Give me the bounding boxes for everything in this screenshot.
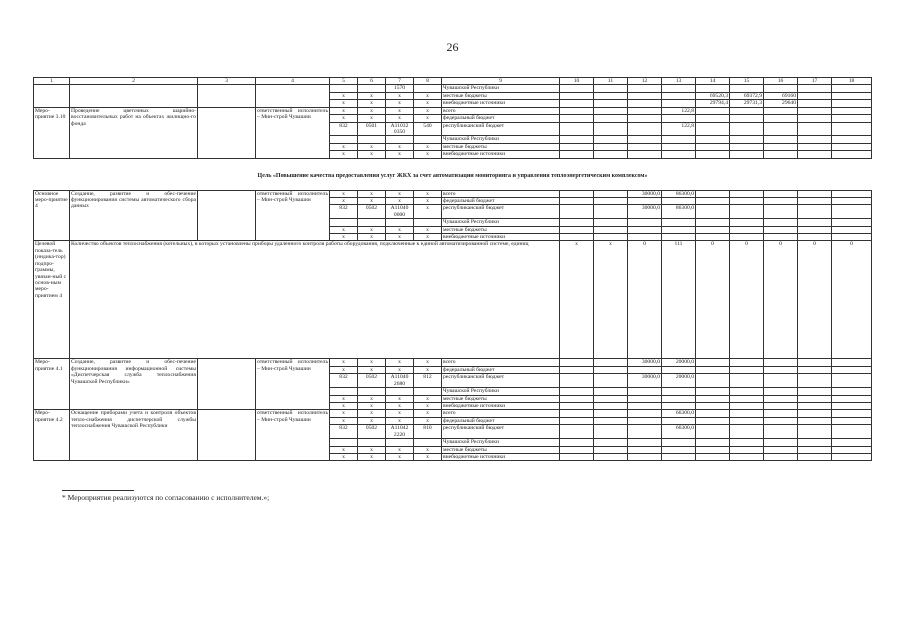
cell-x: x (386, 417, 414, 424)
cell-code: 1570 (386, 85, 414, 92)
table-row (34, 107, 872, 114)
cell-x: x (330, 410, 358, 417)
cell-code: А11040 0000 (386, 205, 414, 219)
table-row (34, 190, 872, 197)
cell-x: x (386, 92, 414, 99)
cell-x: x (358, 92, 386, 99)
header-cell: 4 (256, 78, 330, 85)
row-label: Основное меро-приятие 4 (34, 190, 70, 241)
cell-value: 20000,0 (662, 359, 696, 366)
cell-code: 540 (414, 122, 442, 136)
cell-code: 832 (330, 425, 358, 439)
cell-value: 69520,3 (696, 92, 730, 99)
cell-value: 29640 (764, 100, 798, 107)
header-cell: 15 (730, 78, 764, 85)
header-cell: 3 (198, 78, 256, 85)
cell-x: x (386, 403, 414, 410)
header-cell: 13 (662, 78, 696, 85)
cell-x: x (414, 453, 442, 460)
cell-x: x (386, 359, 414, 366)
cell-x: x (386, 190, 414, 197)
cell-x: x (358, 115, 386, 122)
source-label: всего (442, 410, 560, 417)
cell-x: x (358, 395, 386, 402)
cell-x: x (330, 446, 358, 453)
header-cell: 18 (832, 78, 872, 85)
cell-code: x (414, 205, 442, 219)
cell-code: 832 (330, 374, 358, 388)
row-label: Меро-приятие 3.10 (34, 107, 70, 158)
source-label: внебюджетные источники (442, 100, 560, 107)
cell-code: 832 (330, 122, 358, 136)
cell-x: x (358, 107, 386, 114)
cell-x: x (330, 226, 358, 233)
measure-name: Проведение цветочных шарийно-восстановительных работ на объектах жилищно-го фонда (70, 107, 198, 158)
cell-value: 20000,0 (662, 374, 696, 388)
table-row (34, 359, 872, 366)
cell-value: 0 (832, 241, 872, 359)
source-label: всего (442, 107, 560, 114)
program-table (33, 77, 872, 461)
footnote-divider (62, 490, 134, 491)
source-label: Чувашской Республики (442, 439, 560, 446)
cell-x: x (414, 446, 442, 453)
cell-x: x (414, 366, 442, 373)
cell-x: x (386, 107, 414, 114)
cell-x: x (386, 395, 414, 402)
cell-x: x (386, 446, 414, 453)
cell-x: x (330, 417, 358, 424)
source-label: республиканский бюджет (442, 425, 560, 439)
cell-x: x (386, 143, 414, 150)
cell-x: x (386, 197, 414, 204)
row-label: Меро-приятие 4.2 (34, 410, 70, 461)
cell-value: x (560, 241, 594, 359)
cell-x: x (414, 395, 442, 402)
source-label: Чувашской Республики (442, 219, 560, 226)
cell-x: x (330, 92, 358, 99)
cell-x: x (330, 100, 358, 107)
header-row (34, 78, 872, 85)
cell-value: 0 (798, 241, 832, 359)
cell-code: А11042 2220 (386, 425, 414, 439)
cell-value: 0 (696, 241, 730, 359)
responsible: ответственный исполнитель – Мин-строй Чувашии (256, 107, 330, 158)
cell-x: x (358, 359, 386, 366)
cell-x: x (414, 107, 442, 114)
cell-x: x (414, 359, 442, 366)
header-cell: 10 (560, 78, 594, 85)
cell-x: x (414, 115, 442, 122)
cell-x: x (386, 100, 414, 107)
cell-value: 30000,0 (628, 359, 662, 366)
cell-x: x (386, 410, 414, 417)
cell-x: x (358, 417, 386, 424)
cell-x: x (330, 115, 358, 122)
cell-x: x (358, 143, 386, 150)
source-label: местные бюджеты (442, 226, 560, 233)
header-cell: 14 (696, 78, 730, 85)
cell-x: x (414, 410, 442, 417)
source-label: федеральный бюджет (442, 366, 560, 373)
cell-x: x (358, 453, 386, 460)
cell-value: 0 (628, 241, 662, 359)
header-cell: 7 (386, 78, 414, 85)
cell-value: 30000,0 (628, 205, 662, 219)
cell-x: x (358, 403, 386, 410)
source-label: федеральный бюджет (442, 197, 560, 204)
source-label: внебюджетные источники (442, 453, 560, 460)
cell-x: x (414, 234, 442, 241)
cell-x: x (386, 234, 414, 241)
cell-value: 30000,0 (628, 190, 662, 197)
cell-value: 111 (662, 241, 696, 359)
table-row (34, 410, 872, 417)
page-number: 26 (446, 40, 459, 54)
cell-x: x (330, 234, 358, 241)
header-cell: 2 (70, 78, 198, 85)
cell-code: 832 (330, 205, 358, 219)
cell-x: x (414, 197, 442, 204)
cell-x: x (414, 403, 442, 410)
source-label: местные бюджеты (442, 143, 560, 150)
cell-x: x (330, 143, 358, 150)
source-label: всего (442, 190, 560, 197)
cell-x: x (414, 226, 442, 233)
cell-x: x (358, 366, 386, 373)
source-label: республиканский бюджет (442, 122, 560, 136)
cell-x: x (358, 226, 386, 233)
row-label: Целевой показа-тель (индика-тор) подпро-граммы, увязан-ный с основ-ным меро-приятием 4 (34, 241, 70, 359)
table-row (34, 85, 872, 92)
source-label: федеральный бюджет (442, 417, 560, 424)
cell-x: x (330, 453, 358, 460)
cell-x: x (414, 151, 442, 158)
header-cell: 8 (414, 78, 442, 85)
cell-x: x (330, 403, 358, 410)
cell-code: 0502 (358, 425, 386, 439)
measure-name: Создание, развитие и обес-печение функционирования информационной системы «Диспетчерская служба теплоснабжения Чувашской Республики» (70, 359, 198, 410)
cell-x: x (330, 395, 358, 402)
cell-value: 66300,0 (662, 410, 696, 417)
cell-x: x (414, 100, 442, 107)
cell-x: x (386, 453, 414, 460)
cell-value: 29794,4 (696, 100, 730, 107)
header-cell: 12 (628, 78, 662, 85)
cell-x: x (330, 190, 358, 197)
cell-value: 30000,0 (628, 374, 662, 388)
cell-x: x (330, 107, 358, 114)
cell-code: 812 (414, 374, 442, 388)
measure-name: Создание, развитие и обес-печение функционирования системы автоматического сбора данных (70, 190, 198, 241)
header-cell: 9 (442, 78, 560, 85)
cell-value: 0 (730, 241, 764, 359)
goal-row (34, 158, 872, 190)
cell-x: x (358, 197, 386, 204)
row-label: Меро-приятие 4.1 (34, 359, 70, 410)
cell-x: x (358, 151, 386, 158)
responsible: ответственный исполнитель – Мин-строй Чувашии (256, 410, 330, 461)
source-label: республиканский бюджет (442, 205, 560, 219)
cell-x: x (330, 197, 358, 204)
cell-code: 0502 (358, 374, 386, 388)
source-label: Чувашской Республики (442, 136, 560, 143)
source-label: всего (442, 359, 560, 366)
cell-x: x (386, 366, 414, 373)
header-cell: 5 (330, 78, 358, 85)
cell-value: 69160 (764, 92, 798, 99)
measure-name: Оснащение приборами учета и контроля объектов тепло-снабжения диспетчерской службы теплоснабжения Чувашской Республики (70, 410, 198, 461)
header-cell: 1 (34, 78, 70, 85)
responsible: ответственный исполнитель – Мин-строй Чувашии (256, 359, 330, 410)
source-label: республиканский бюджет (442, 374, 560, 388)
cell-value: 122,8 (662, 107, 696, 114)
cell-x: x (358, 190, 386, 197)
cell-code: 0501 (358, 122, 386, 136)
source-label: местные бюджеты (442, 395, 560, 402)
cell-value: 29731,3 (730, 100, 764, 107)
cell-x: x (386, 226, 414, 233)
source-label: Чувашской Республики (442, 388, 560, 395)
source-label: внебюджетные источники (442, 403, 560, 410)
source-label: Чувашской Республики (442, 85, 560, 92)
cell-x: x (330, 151, 358, 158)
cell-value: 66300,0 (662, 425, 696, 439)
cell-code: А11040 2680 (386, 374, 414, 388)
header-cell: 11 (594, 78, 628, 85)
cell-code: 810 (414, 425, 442, 439)
goal-title: Цель «Повышение качества предоставления услуг ЖКХ за счет автоматизации мониторинга и управления теплоэнергетическим комплексом» (34, 158, 872, 190)
cell-x: x (386, 151, 414, 158)
cell-x: x (358, 100, 386, 107)
cell-value: 86300,0 (662, 205, 696, 219)
responsible: ответственный исполнитель – Мин-строй Чувашии (256, 190, 330, 241)
cell-value: 122,8 (662, 122, 696, 136)
cell-code: А11032 0350 (386, 122, 414, 136)
source-label: внебюджетные источники (442, 234, 560, 241)
cell-x: x (414, 143, 442, 150)
header-cell: 17 (798, 78, 832, 85)
source-label: федеральный бюджет (442, 115, 560, 122)
cell-value: x (594, 241, 628, 359)
cell-value: 86300,0 (662, 190, 696, 197)
header-cell: 16 (764, 78, 798, 85)
cell-x: x (358, 234, 386, 241)
target-text: Количество объектов теплоснабжения (котельных), в которых установлены приборы удаленного контроля работы оборудования, подключенные к единой автоматизированной системе, единиц (70, 241, 560, 359)
header-cell: 6 (358, 78, 386, 85)
source-label: внебюджетные источники (442, 151, 560, 158)
cell-x: x (330, 359, 358, 366)
cell-x: x (414, 190, 442, 197)
cell-x: x (414, 417, 442, 424)
cell-x: x (414, 92, 442, 99)
cell-value: 0 (764, 241, 798, 359)
table-row (34, 241, 872, 359)
cell-x: x (358, 410, 386, 417)
source-label: местные бюджеты (442, 446, 560, 453)
cell-code: 0502 (358, 205, 386, 219)
footnote: * Мероприятия реализуются по согласованию с исполнителем.»; (62, 493, 270, 502)
cell-x: x (386, 115, 414, 122)
source-label: местные бюджеты (442, 92, 560, 99)
cell-value: 69372,9 (730, 92, 764, 99)
cell-x: x (358, 446, 386, 453)
cell-x: x (330, 366, 358, 373)
